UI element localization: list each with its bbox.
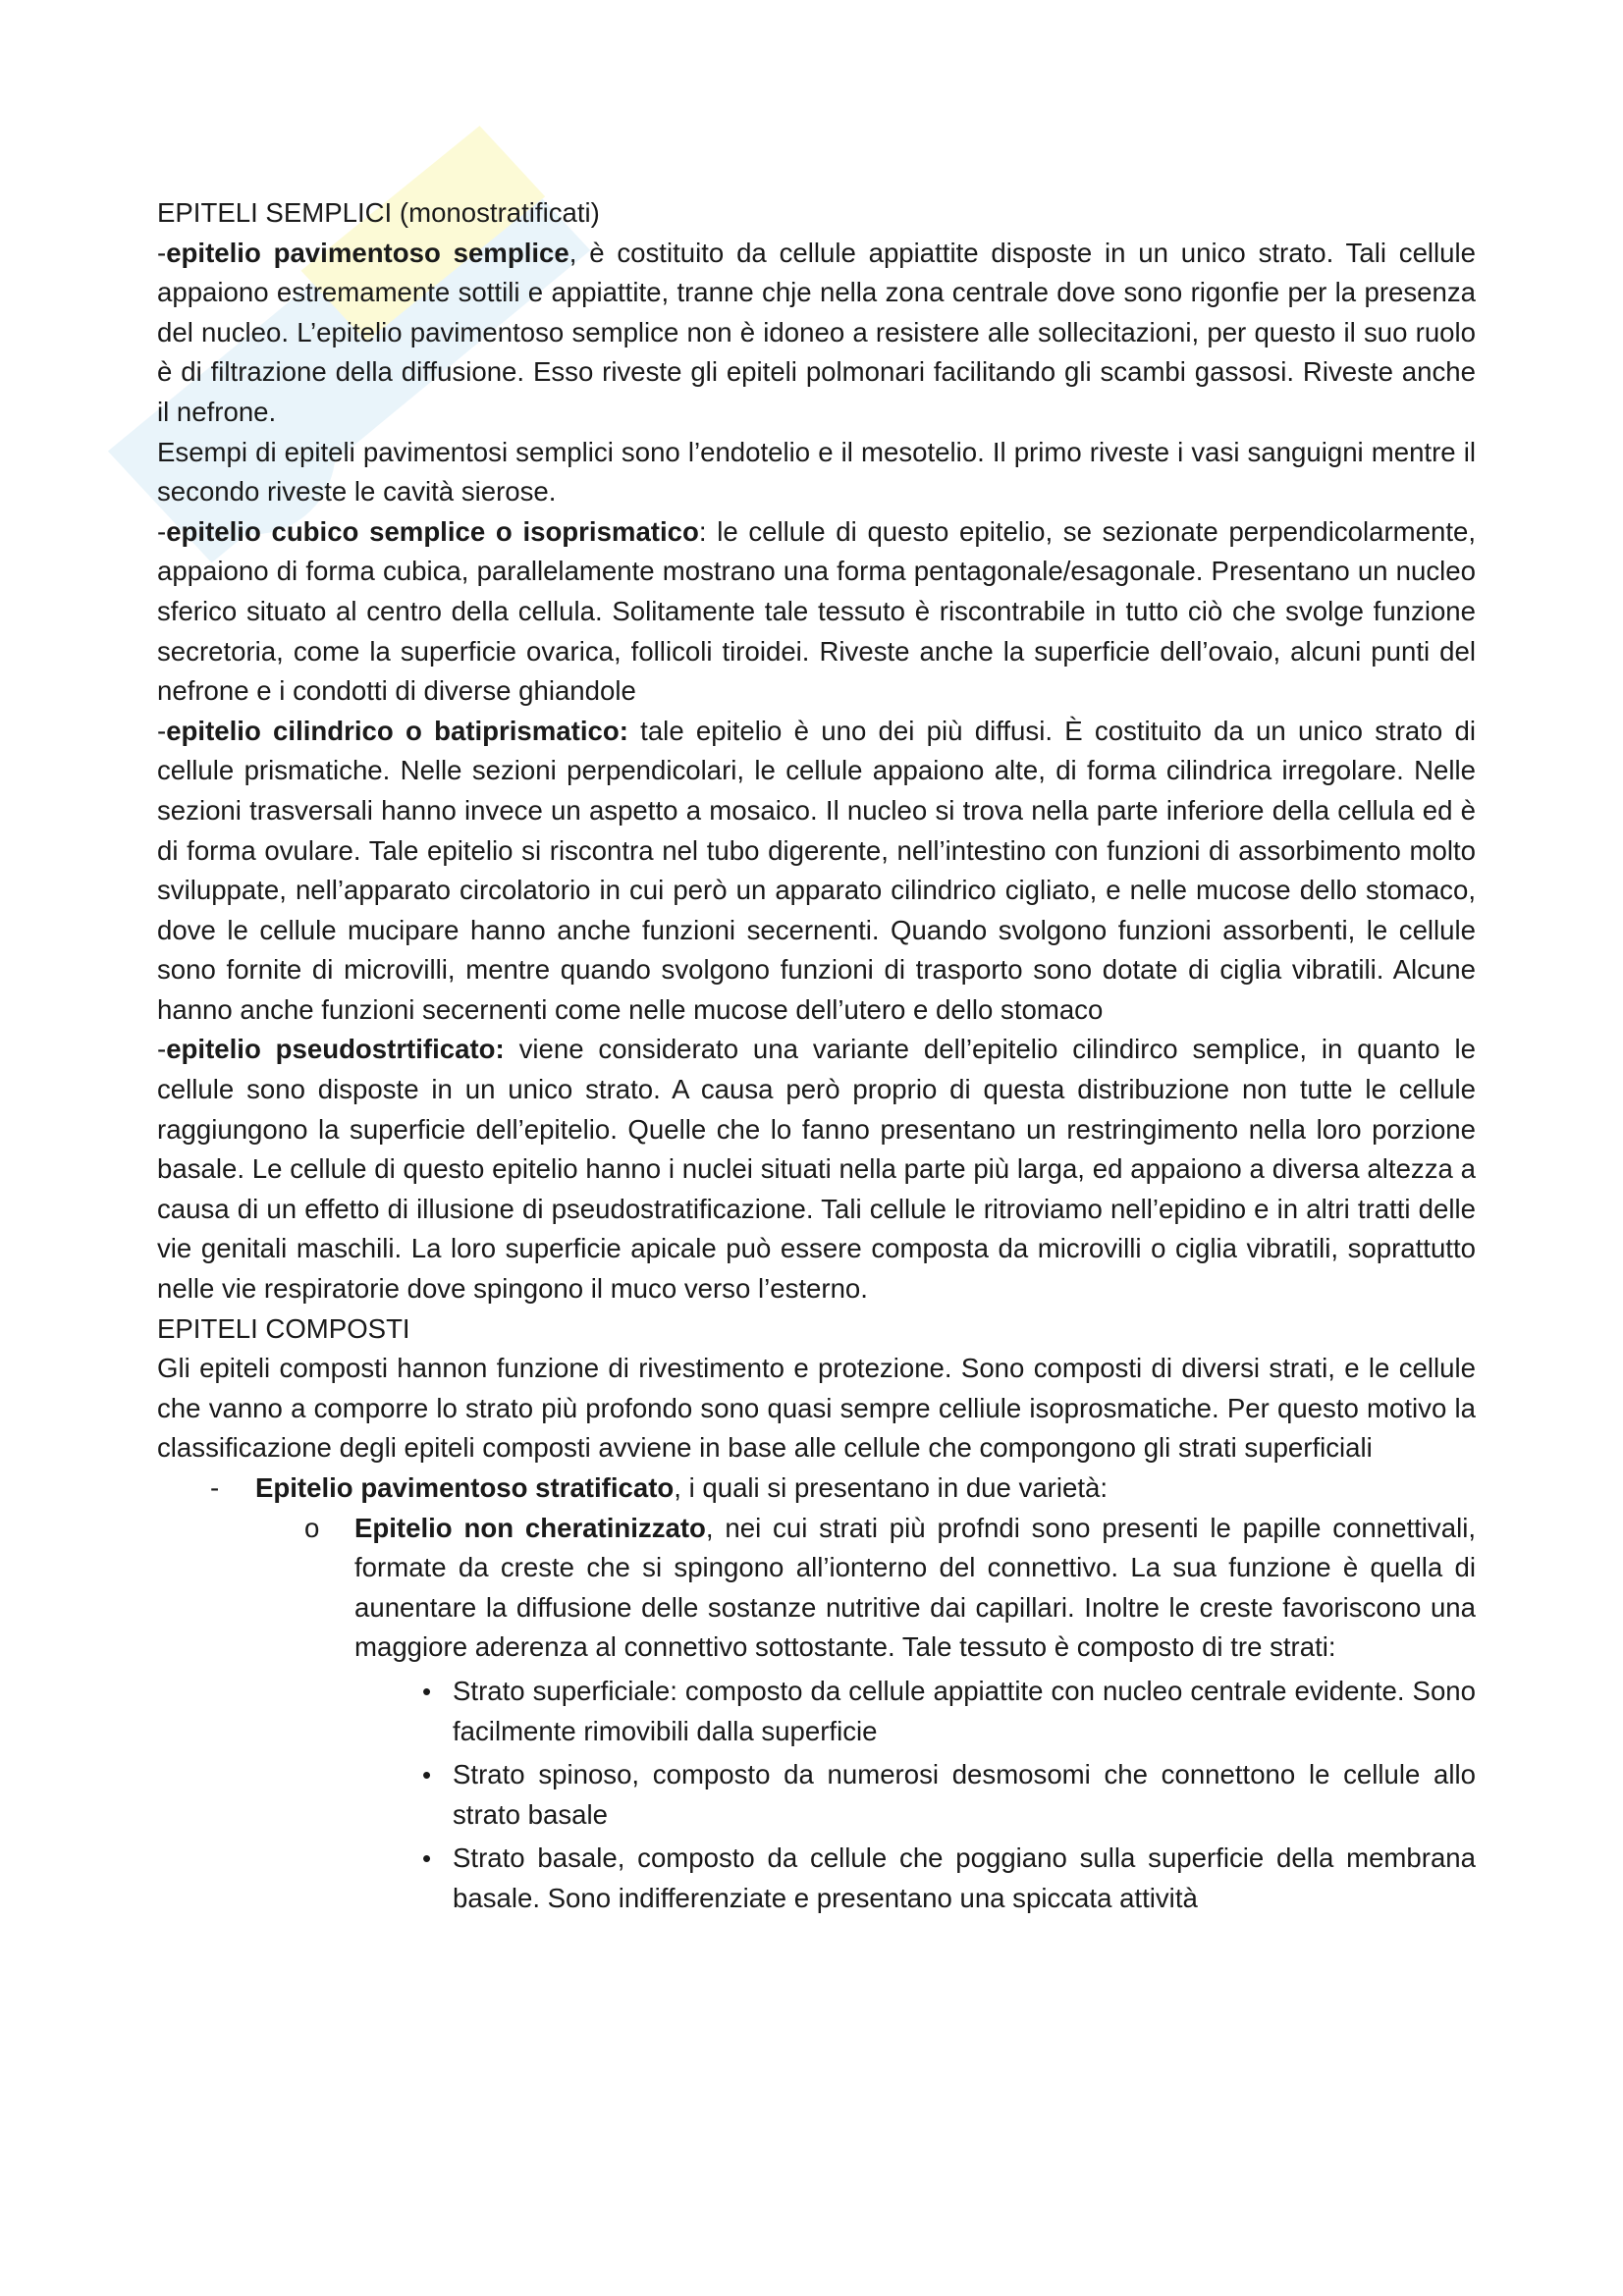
list-item-non-cheratinizzato: o Epitelio non cheratinizzato, nei cui strati più profndi sono presenti le papille connettivali, formate da creste che si spingono all’ionterno del connettivo. La sua funzione è quella di aunentare la diffusione delle sostanze nutritive dai capillari. Inoltre le creste favoriscono una maggiore aderenza al connettivo sottostante. Tale tessuto è composto di tre strati: xyxy=(157,1509,1476,1668)
list-item-strato-superficiale: • Strato superficiale: composto da cellule appiattite con nucleo centrale evidente. Sono facilmente rimovibili dalla superficie xyxy=(157,1672,1476,1751)
section-title-compound: EPITELI COMPOSTI xyxy=(157,1312,410,1344)
bullet-icon: • xyxy=(422,1843,432,1874)
dash-marker: - xyxy=(210,1472,220,1503)
term-cubico: epitelio cubico semplice o isoprismatico xyxy=(166,515,699,547)
paragraph-pavimentoso: -epitelio pavimentoso semplice, è costituito da cellule appiattite disposte in un unico strato. Tali cellule appaiono estremamente sottili e appiattite, tranne chje nella zona centrale dove sono rigonfie per la presenza del nucleo. L’epitelio pavimentoso semplice non è idoneo a resistere alle sollecitazioni, per questo il suo ruolo è di filtrazione della diffusione. Esso riveste gli epiteli polmonari facilitando gli scambi gassosi. Riveste anche il nefrone. xyxy=(157,237,1476,427)
paragraph-composti-intro: Gli epiteli composti hannon funzione di rivestimento e protezione. Sono composti di diversi strati, e le cellule che vanno a comporre lo strato più profondo sono quasi sempre celliule isoprosmatiche. Per questo motivo la classificazione degli epiteli composti avviene in base alle cellule che compongono gli strati superficiali xyxy=(157,1353,1476,1464)
paragraph-cilindrico: -epitelio cilindrico o batiprismatico: tale epitelio è uno dei più diffusi. È costituito da un unico strato di cellule prismatiche. Nelle sezioni perpendicolari, le cellule appaiono alte, di forma cilindrica irregolare. Nelle sezioni trasversali hanno invece un aspetto a mosaico. Il nucleo si trova nella parte inferiore della cellula ed è di forma ovulare. Tale epitelio si riscontra nel tubo digerente, nell’intestino con funzioni di assorbimento molto sviluppate, nell’apparato circolatorio in cui però un apparato cilindrico cigliato, e nelle mucose dello stomaco, dove le cellule mucipare hanno anche funzioni secernenti. Quando svolgono funzioni assorbenti, le cellule sono fornite di microvilli, mentre quando svolgono funzioni di trasporto sono dotate di ciglia vibratili. Alcune hanno anche funzioni secernenti come nelle mucose dell’utero e dello stomaco xyxy=(157,715,1476,1025)
bullet-icon: • xyxy=(422,1676,432,1706)
list-item-pavimentoso-stratificato: - Epitelio pavimentoso stratificato, i quali si presentano in due varietà: xyxy=(157,1468,1476,1509)
term-pseudostratificato: epitelio pseudostrtificato: xyxy=(166,1034,505,1065)
term-pavimentoso: epitelio pavimentoso semplice xyxy=(166,237,569,268)
circle-marker: o xyxy=(304,1512,320,1543)
paragraph-cubico: -epitelio cubico semplice o isoprismatico: le cellule di questo epitelio, se sezionate perpendicolarmente, appaiono di forma cubica, parallelamente mostrano una forma pentagonale/esagonale. Presentano un nucleo sferico situato al centro della cellula. Solitamente tale tessuto è riscontrabile in tutto ciò che svolge funzione secretoria, come la superficie ovarica, follicoli tiroidei. Riveste anche la superficie dell’ovaio, alcuni punti del nefrone e i condotti di diverse ghiandole xyxy=(157,515,1477,707)
term-cilindrico: epitelio cilindrico o batiprismatico: xyxy=(166,715,628,746)
section-title-simple: EPITELI SEMPLICI (monostratificati) xyxy=(157,197,600,228)
term-non-cheratinizzato: Epitelio non cheratinizzato xyxy=(354,1512,706,1543)
paragraph-esempi: Esempi di epiteli pavimentosi semplici sono l’endotelio e il mesotelio. Il primo riveste i vasi sanguigni mentre il secondo riveste le cavità sierose. xyxy=(157,436,1476,507)
term-pavimentoso-stratificato: Epitelio pavimentoso stratificato xyxy=(255,1472,675,1503)
list-item-strato-basale: • Strato basale, composto da cellule che poggiano sulla superficie della membrana basale. Sono indifferenziate e presentano una spiccata attività xyxy=(157,1839,1476,1918)
list-item-strato-spinoso: • Strato spinoso, composto da numerosi desmosomi che connettono le cellule allo strato basale xyxy=(157,1755,1476,1835)
paragraph-pseudostratificato: -epitelio pseudostrtificato: viene considerato una variante dell’epitelio cilindirco semplice, in quanto le cellule sono disposte in un unico strato. A causa però proprio di questa distribuzione non tutte le cellule raggiungono la superficie dell’epitelio. Quelle che lo fanno presentano un restringimento nella loro porzione basale. Le cellule di questo epitelio hanno i nuclei situati nella parte più larga, ed appaiono a diversa altezza a causa di un effetto di illusione di pseudostratificazione. Tali cellule le ritroviamo nell’epidino e in altri tratti delle vie genitali maschili. La loro superficie apicale può essere composta da microvilli o ciglia vibratili, soprattutto nelle vie respiratorie dove spingono il muco verso l’esterno. xyxy=(157,1034,1476,1305)
bullet-icon: • xyxy=(422,1760,432,1790)
document-page xyxy=(157,193,1476,1919)
